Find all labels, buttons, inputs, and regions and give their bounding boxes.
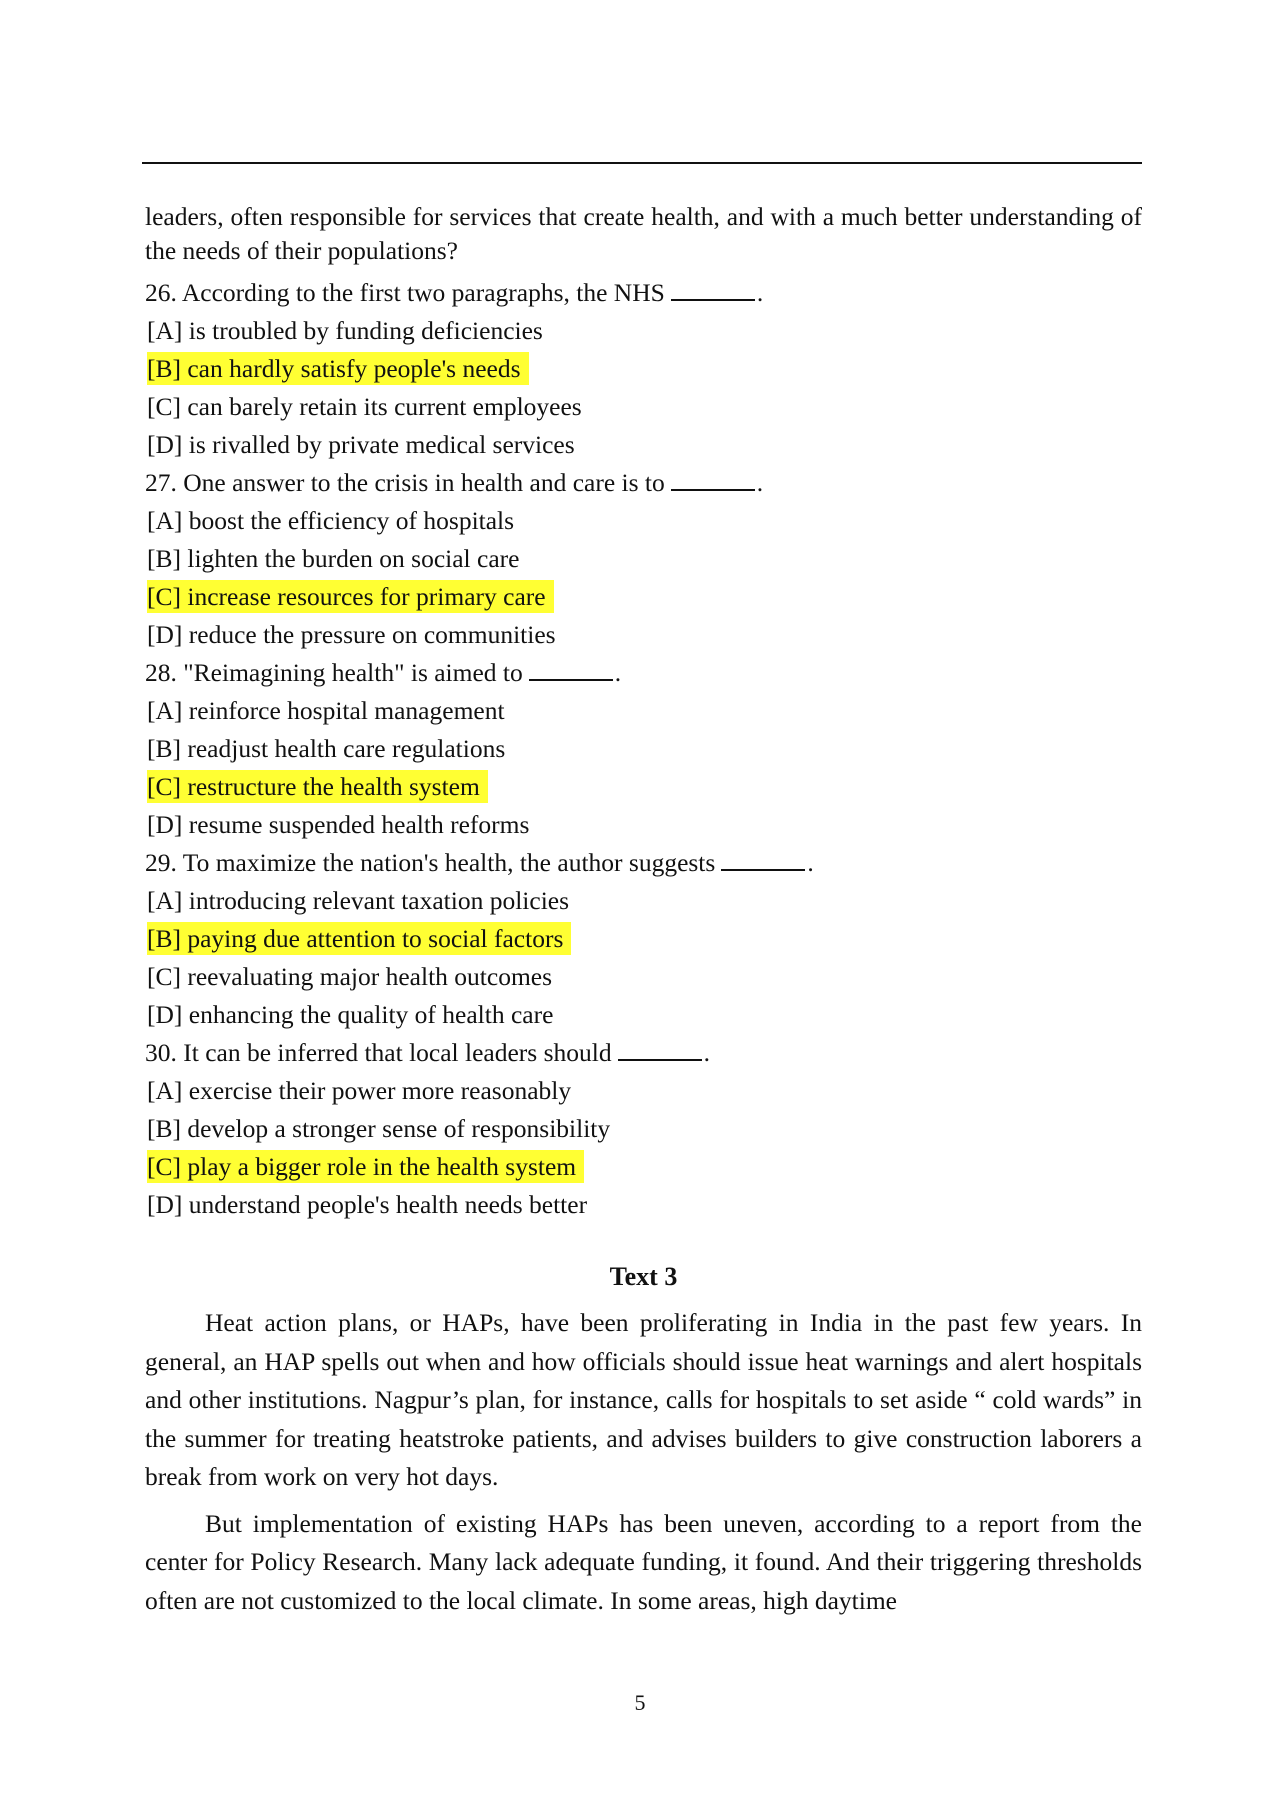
option-a — [147, 1072, 1142, 1110]
question-stem — [145, 1034, 1142, 1072]
option-b — [147, 1110, 1142, 1148]
option-text: [A] is troubled by funding deficiencies — [147, 316, 543, 345]
header-rule — [142, 162, 1142, 164]
option-text: [D] enhancing the quality of health care — [147, 1000, 554, 1029]
option-text: [C] can barely retain its current employees — [147, 392, 582, 421]
option-text: [B] lighten the burden on social care — [147, 544, 520, 573]
question-text: 29. To maximize the nation's health, the author suggests — [145, 848, 716, 877]
continuation-paragraph: leaders, often responsible for services that create health, and with a much better understanding of the needs of their populations? — [145, 202, 1142, 265]
question-end: . — [756, 468, 764, 497]
option-d — [147, 806, 1142, 844]
page-content — [145, 200, 1142, 1628]
answer-blank — [721, 845, 805, 871]
option-text: [C] increase resources for primary care — [147, 580, 554, 613]
question-text: 28. "Reimagining health" is aimed to — [145, 658, 523, 687]
question-end: . — [756, 278, 764, 307]
question-text: 26. According to the first two paragraphs, the NHS — [145, 278, 665, 307]
question-end: . — [703, 1038, 710, 1067]
option-a — [147, 882, 1142, 920]
question-stem — [145, 654, 1142, 692]
option-text: [D] resume suspended health reforms — [147, 810, 530, 839]
option-text: [A] introducing relevant taxation policies — [147, 886, 570, 915]
question-29 — [145, 844, 1142, 1034]
question-text: 30. It can be inferred that local leaders should — [145, 1038, 612, 1067]
option-a — [147, 502, 1142, 540]
option-c-highlighted — [147, 768, 1142, 806]
body-paragraph: But implementation of existing HAPs has been uneven, according to a report from the center for Policy Research. Many lack adequate funding, it found. And their triggering thresholds often are not customized to the local climate. In some areas, high daytime — [145, 1508, 1142, 1615]
option-d — [147, 996, 1142, 1034]
option-text: [A] reinforce hospital management — [147, 696, 505, 725]
option-text: [C] reevaluating major health outcomes — [147, 962, 553, 991]
option-text: [C] play a bigger role in the health system — [147, 1150, 584, 1183]
option-d — [147, 1186, 1142, 1224]
option-c — [147, 388, 1142, 426]
question-27 — [145, 464, 1142, 654]
question-end: . — [614, 658, 622, 687]
option-c-highlighted — [147, 1148, 1142, 1186]
question-28 — [145, 654, 1142, 844]
option-text: [B] readjust health care regulations — [147, 734, 506, 763]
option-text: [B] develop a stronger sense of responsibility — [147, 1114, 611, 1143]
option-b — [147, 540, 1142, 578]
page-number: 5 — [634, 1690, 646, 1715]
question-stem — [145, 844, 1142, 882]
option-b-highlighted — [147, 350, 1142, 388]
option-text: [D] reduce the pressure on communities — [147, 620, 556, 649]
question-stem — [145, 274, 1142, 312]
answer-blank — [671, 465, 755, 491]
question-stem — [145, 464, 1142, 502]
option-d — [147, 426, 1142, 464]
option-a — [147, 312, 1142, 350]
option-text: [D] is rivalled by private medical services — [147, 430, 575, 459]
question-text: 27. One answer to the crisis in health and care is to — [145, 468, 665, 497]
question-30 — [145, 1034, 1142, 1224]
option-b-highlighted — [147, 920, 1142, 958]
option-text: [B] can hardly satisfy people's needs — [147, 352, 529, 385]
body-paragraph: Heat action plans, or HAPs, have been proliferating in India in the past few years. In general, an HAP spells out when and how officials should issue heat warnings and alert hospitals and other institutions. Nagpur’s plan, for instance, calls for hospitals to set aside “ cold wards” in the summer for treating heatstroke patients, and advises builders to give construction laborers a break from work on very hot days. — [145, 1308, 1142, 1491]
question-end: . — [807, 848, 814, 877]
option-b — [147, 730, 1142, 768]
answer-blank — [618, 1035, 702, 1061]
answer-blank — [671, 275, 755, 301]
option-text: [B] paying due attention to social factors — [147, 922, 571, 955]
option-text: [A] exercise their power more reasonably — [147, 1076, 572, 1105]
answer-blank — [529, 655, 613, 681]
option-text: [C] restructure the health system — [147, 770, 488, 803]
section-title: Text 3 — [609, 1262, 678, 1291]
option-d — [147, 616, 1142, 654]
question-26 — [145, 274, 1142, 464]
option-c-highlighted — [147, 578, 1142, 616]
option-text: [A] boost the efficiency of hospitals — [147, 506, 515, 535]
option-c — [147, 958, 1142, 996]
option-a — [147, 692, 1142, 730]
option-text: [D] understand people's health needs better — [147, 1190, 588, 1219]
